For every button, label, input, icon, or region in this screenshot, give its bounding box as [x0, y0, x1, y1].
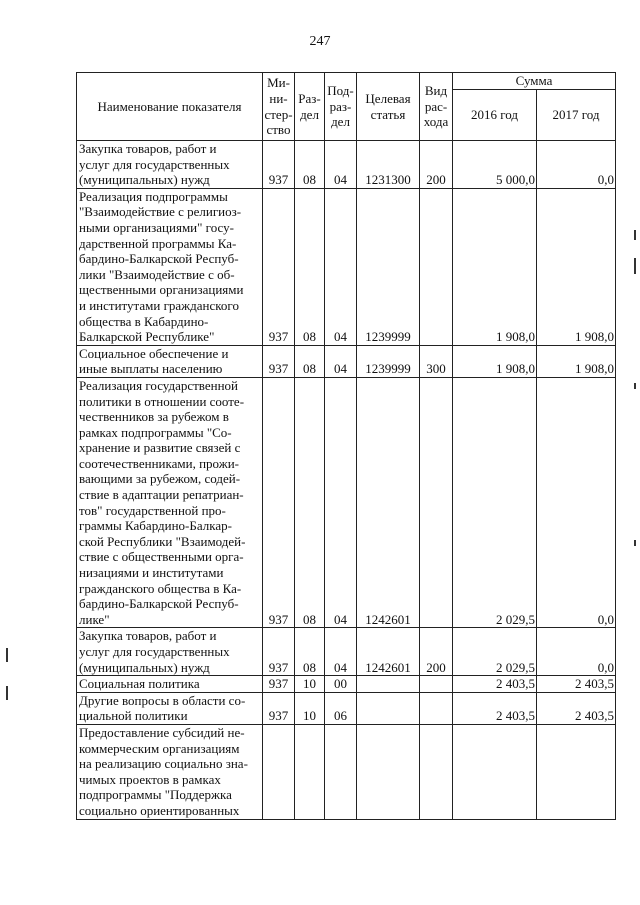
table-row — [77, 188, 616, 345]
row-name: Предоставление субсидий не- коммерческим организациям на реализацию социально зна- чимых проектов в рамках подпрограммы "Поддержка социально ориентированных — [77, 724, 263, 819]
header-target-article: Целевая статья — [357, 73, 420, 141]
row-subsection: 04 — [325, 628, 357, 676]
row-value-2016: 1 908,0 — [453, 188, 537, 345]
row-ministry: 937 — [263, 628, 295, 676]
budget-table — [76, 72, 616, 820]
table-row — [77, 692, 616, 724]
row-subsection: 04 — [325, 188, 357, 345]
scan-mark — [6, 648, 8, 662]
header-year-2017: 2017 год — [537, 90, 616, 141]
row-name: Социальная политика — [77, 676, 263, 693]
row-ministry: 937 — [263, 676, 295, 693]
row-expense-type — [420, 377, 453, 628]
scan-mark — [634, 383, 636, 389]
row-value-2017: 2 403,5 — [537, 692, 616, 724]
header-section: Раз- дел — [295, 73, 325, 141]
row-ministry — [263, 724, 295, 819]
scan-mark — [634, 230, 636, 240]
row-value-2016: 5 000,0 — [453, 141, 537, 189]
table-row — [77, 724, 616, 819]
row-name: Реализация государственной политики в отношении сооте- чественников за рубежом в рамках подпрограммы "Со- хранение и развитие связей с соотечественниками, прожи- вающими за рубежом, содей- ствие в адаптации репатриан- тов" государственной про- граммы Кабардино-Балкар- ской Республики "Взаимодей- ствие с общественными орга- низациями и институтами гражданского общества в Ка- бардино-Балкарской Респуб- лике" — [77, 377, 263, 628]
row-name: Закупка товаров, работ и услуг для государственных (муниципальных) нужд — [77, 628, 263, 676]
row-ministry: 937 — [263, 345, 295, 377]
row-section — [295, 724, 325, 819]
row-value-2016: 2 029,5 — [453, 377, 537, 628]
row-name: Другие вопросы в области со- циальной политики — [77, 692, 263, 724]
row-subsection — [325, 724, 357, 819]
row-value-2016: 2 403,5 — [453, 692, 537, 724]
row-section: 08 — [295, 377, 325, 628]
row-section: 08 — [295, 628, 325, 676]
page-number: 247 — [309, 34, 331, 49]
row-section: 10 — [295, 676, 325, 693]
row-target-article — [357, 692, 420, 724]
row-section: 10 — [295, 692, 325, 724]
row-expense-type — [420, 724, 453, 819]
row-value-2016: 2 403,5 — [453, 676, 537, 693]
row-expense-type: 200 — [420, 141, 453, 189]
row-target-article: 1242601 — [357, 377, 420, 628]
row-target-article — [357, 676, 420, 693]
table-row — [77, 676, 616, 693]
row-name: Социальное обеспечение и иные выплаты населению — [77, 345, 263, 377]
row-ministry: 937 — [263, 377, 295, 628]
row-ministry: 937 — [263, 141, 295, 189]
row-target-article: 1242601 — [357, 628, 420, 676]
row-ministry: 937 — [263, 692, 295, 724]
row-subsection: 06 — [325, 692, 357, 724]
row-expense-type — [420, 188, 453, 345]
header-ministry: Ми- ни- стер- ство — [263, 73, 295, 141]
row-target-article: 1239999 — [357, 188, 420, 345]
header-sum: Сумма — [453, 73, 616, 90]
row-value-2017 — [537, 724, 616, 819]
row-target-article — [357, 724, 420, 819]
scan-mark — [634, 540, 636, 546]
header-name: Наименование показателя — [77, 73, 263, 141]
row-value-2016: 2 029,5 — [453, 628, 537, 676]
table-row — [77, 377, 616, 628]
row-expense-type — [420, 676, 453, 693]
row-subsection: 04 — [325, 141, 357, 189]
row-value-2017: 0,0 — [537, 141, 616, 189]
scan-mark — [634, 258, 636, 274]
row-expense-type: 200 — [420, 628, 453, 676]
header-year-2016: 2016 год — [453, 90, 537, 141]
row-name: Реализация подпрограммы "Взаимодействие с религиоз- ными организациями" госу- дарственной программы Ка- бардино-Балкарской Респуб- лики "Взаимодействие с об- щественными организациями и институтами гражданского общества в Кабардино- Балкарской Республике" — [77, 188, 263, 345]
table-row — [77, 345, 616, 377]
row-value-2017: 0,0 — [537, 377, 616, 628]
scan-mark — [6, 686, 8, 700]
row-value-2017: 1 908,0 — [537, 188, 616, 345]
row-expense-type: 300 — [420, 345, 453, 377]
row-subsection: 04 — [325, 345, 357, 377]
row-target-article: 1239999 — [357, 345, 420, 377]
row-subsection: 00 — [325, 676, 357, 693]
row-name: Закупка товаров, работ и услуг для государственных (муниципальных) нужд — [77, 141, 263, 189]
row-subsection: 04 — [325, 377, 357, 628]
row-value-2017: 0,0 — [537, 628, 616, 676]
row-expense-type — [420, 692, 453, 724]
row-value-2016 — [453, 724, 537, 819]
row-target-article: 1231300 — [357, 141, 420, 189]
table-row — [77, 628, 616, 676]
row-value-2016: 1 908,0 — [453, 345, 537, 377]
row-ministry: 937 — [263, 188, 295, 345]
row-value-2017: 1 908,0 — [537, 345, 616, 377]
table-row — [77, 141, 616, 189]
row-section: 08 — [295, 188, 325, 345]
row-value-2017: 2 403,5 — [537, 676, 616, 693]
header-subsection: Под- раз- дел — [325, 73, 357, 141]
header-expense-type: Вид рас- хода — [420, 73, 453, 141]
row-section: 08 — [295, 345, 325, 377]
row-section: 08 — [295, 141, 325, 189]
